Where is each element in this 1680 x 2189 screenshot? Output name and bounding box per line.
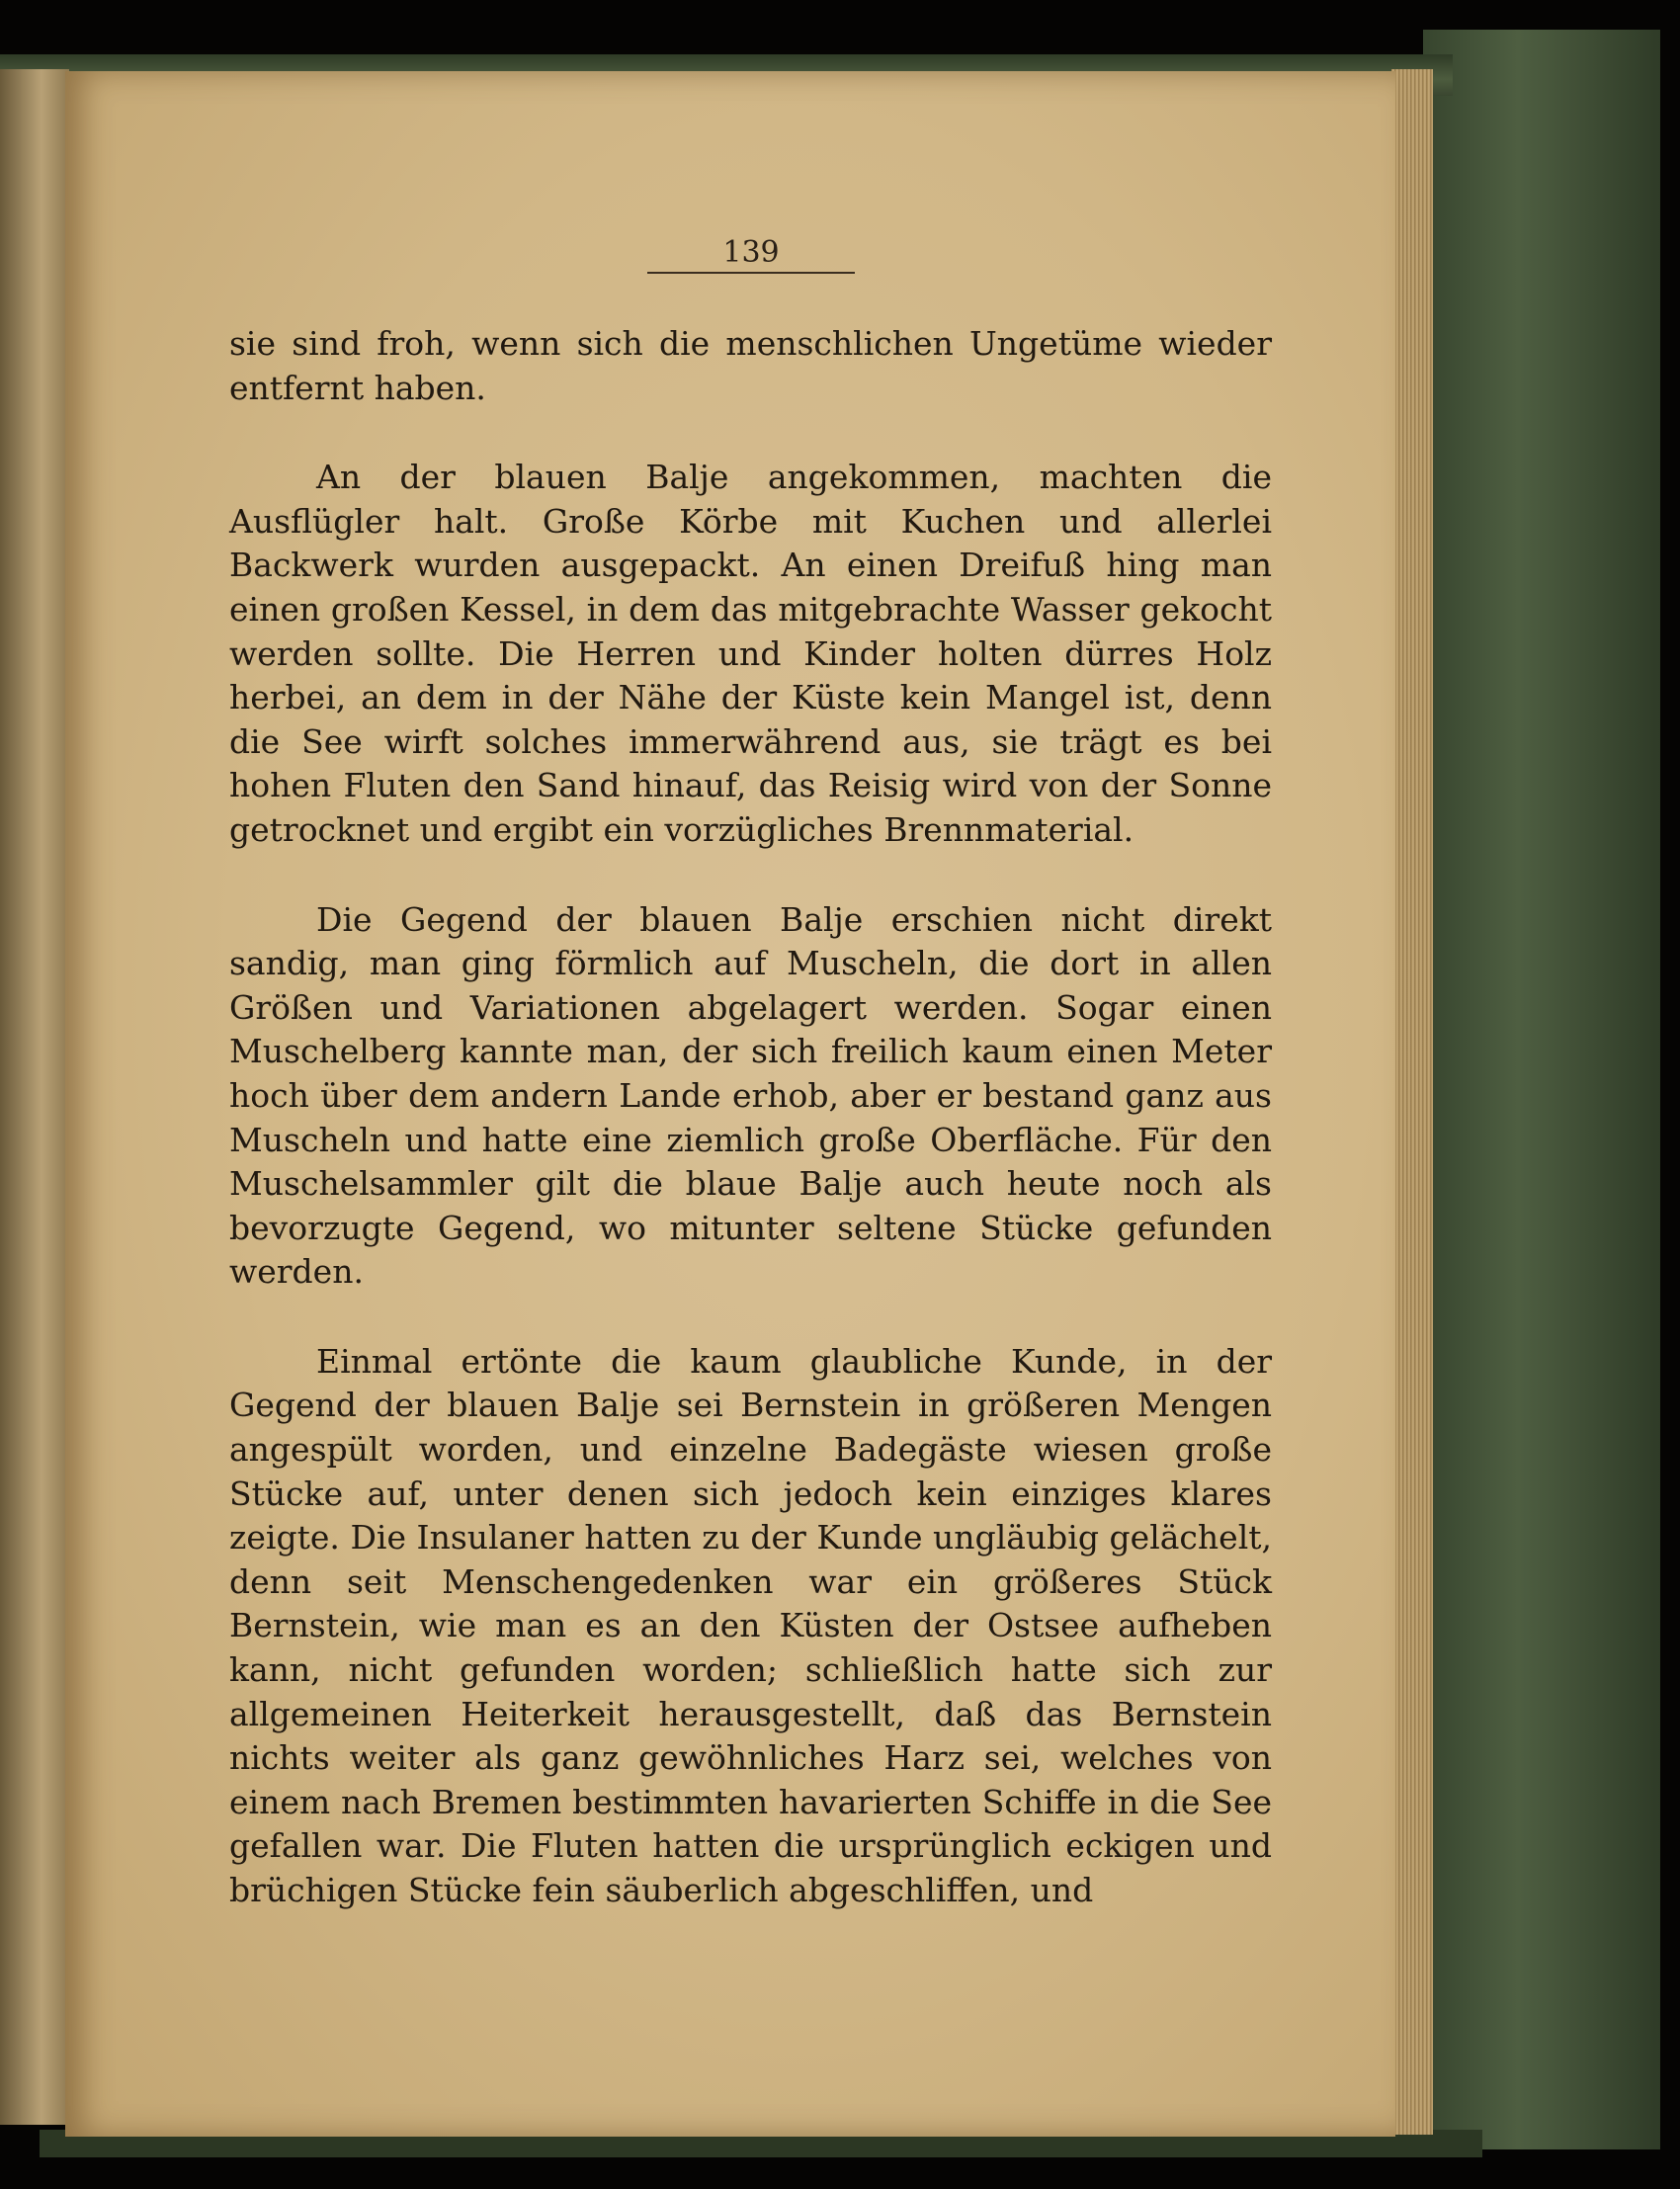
paragraph-3: Die Gegend der blauen Balje erschien nicht direkt sandig, man ging förmlich auf Muscheln, die dort in allen Größen und Variationen abgelagert werden. Sogar einen Muschelberg kannte man, der sich freilich kaum einen Meter hoch über dem andern Lande erhob, aber er bestand ganz aus Muscheln und hatte eine ziemlich große Oberfläche. Für den Muschelsammler gilt die blaue Balje auch heute noch als bevorzugte Gegend, wo mitunter seltene Stücke gefunden werden. [229, 899, 1272, 1292]
paragraph-2: An der blauen Balje angekommen, machten die Ausflügler halt. Große Körbe mit Kuchen und allerlei Backwerk wurden ausgepackt. An einen Dreifuß hing man einen großen Kessel, in dem das mitgebrachte Wasser gekocht werden sollte. Die Herren und Kinder holten dürres Holz herbei, an dem in der Nähe der Küste kein Mangel ist, denn die See wirft solches immerwährend aus, sie trägt es bei hohen Fluten den Sand hinauf, das Reisig wird von der Sonne getrocknet und ergibt ein vorzügliches Brennmaterial. [229, 458, 1272, 849]
page-edges [1391, 69, 1433, 2135]
left-page-edge [0, 69, 69, 2125]
paragraph-4: Einmal ertönte die kaum glaubliche Kunde, in der Gegend der blauen Balje sei Bernstein in größeren Mengen angespült worden, und einzelne Badegäste wiesen große Stücke auf, unter denen sich jedoch kein einziges klares zeigte. Die Insulaner hatten zu der Kunde ungläubig gelächelt, denn seit Menschengedenken war ein größeres Stück Bernstein, wie man es an den Küsten der Ostsee aufheben kann, nicht gefunden worden; schließlich hatte sich zur allgemeinen Heiterkeit herausgestellt, daß das Bernstein nichts weiter als ganz gewöhnliches Harz sei, welches von einem nach Bremen bestimmten havarierten Schiffe in die See gefallen war. Die Fluten hatten die ursprünglich eckigen und brüchigen Stücke fein säuberlich abgeschliffen, und [229, 1341, 1272, 1909]
body-text [229, 322, 1272, 1913]
book-cover-right [1423, 30, 1660, 2149]
page-number: 139 [647, 235, 855, 274]
paragraph-1: sie sind froh, wenn sich die menschlichen Ungetüme wieder entfernt haben. [229, 324, 1272, 407]
